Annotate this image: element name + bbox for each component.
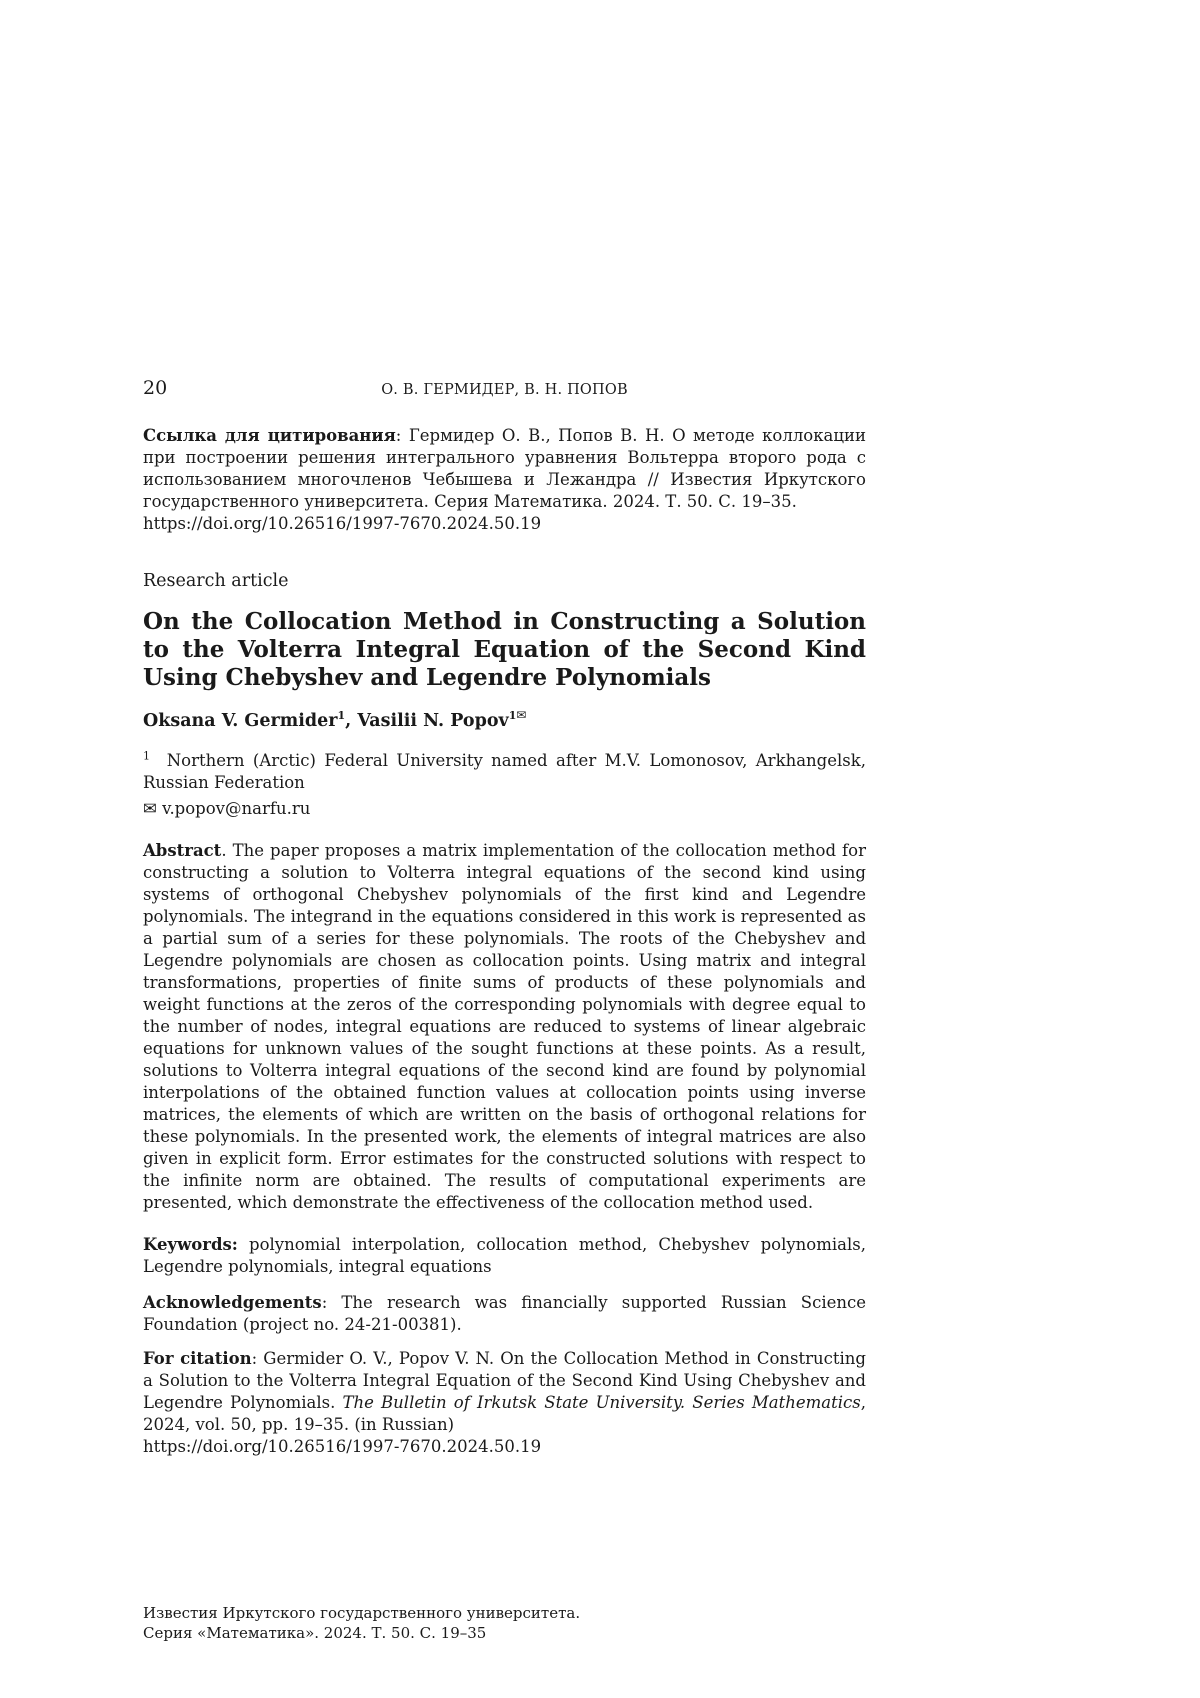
author-name: Oksana V. Germider (143, 711, 338, 731)
author-name: Vasilii N. Popov (357, 711, 509, 731)
abstract (143, 840, 866, 1214)
email-link[interactable]: v.popov@narfu.ru (162, 799, 311, 818)
affiliation-mark: 1 (143, 749, 150, 763)
affiliation (143, 750, 866, 794)
keywords-label: Keywords: (143, 1235, 238, 1254)
page-header (143, 377, 866, 403)
article-kind: Research article (143, 571, 289, 591)
russian-citation-doi[interactable]: https://doi.org/10.26516/1997-7670.2024.50.19 (143, 514, 542, 533)
author-affiliation-mark: 1 (337, 709, 346, 723)
footer-issue-line: Серия «Математика». 2024. Т. 50. С. 19–35 (143, 1624, 487, 1642)
page-footer (143, 1603, 580, 1643)
envelope-icon: ✉ (143, 799, 157, 818)
acknowledgements-text: : The research was financially supported Russian Science Foundation (project no. 24-21-00381). (143, 1293, 866, 1334)
keywords (143, 1234, 866, 1278)
running-head: О. В. ГЕРМИДЕР, В. Н. ПОПОВ (381, 382, 628, 398)
citation-details: , 2024, vol. 50, pp. 19–35. (in Russian) (143, 1393, 867, 1434)
footer-journal-line: Известия Иркутского государственного университета. (143, 1604, 581, 1622)
affiliation-text: Northern (Arctic) Federal University named after M.V. Lomonosov, Arkhangelsk, Russian Federation (143, 751, 866, 792)
author-list (143, 710, 866, 732)
citation-label: For citation (143, 1349, 252, 1368)
acknowledgements (143, 1292, 866, 1336)
citation-doi[interactable]: https://doi.org/10.26516/1997-7670.2024.50.19 (143, 1437, 542, 1456)
russian-citation-text: : Гермидер О. В., Попов В. Н. О методе коллокации при построении решения интегрального уравнения Вольтерра второго рода с использованием многочленов Чебышева и Лежандра // Известия Иркутского государственного университета. Серия Математика. 2024. Т. 50. С. 19–35. (143, 426, 866, 511)
russian-citation (143, 425, 866, 535)
english-citation (143, 1348, 866, 1458)
article-title: On the Collocation Method in Constructing a Solution to the Volterra Integral Equation of the Second Kind Using Chebyshev and Legendre Polynomials (143, 608, 866, 691)
citation-text: : Germider O. V., Popov V. N. On the Collocation Method in Constructing a Solution to the Volterra Integral Equation of the Second Kind Using Chebyshev and Legendre Polynomials. (143, 1349, 866, 1412)
author-separator: , (345, 711, 358, 731)
page-number: 20 (143, 377, 168, 399)
envelope-icon: ✉ (516, 708, 527, 723)
contact-email (143, 798, 866, 820)
abstract-label: Abstract (143, 841, 222, 860)
author-affiliation-mark: 1 (508, 709, 517, 723)
russian-citation-label: Ссылка для цитирования (143, 426, 396, 445)
keywords-text: polynomial interpolation, collocation method, Chebyshev polynomials, Legendre polynomials, integral equations (143, 1235, 866, 1276)
acknowledgements-label: Acknowledgements (143, 1293, 322, 1312)
abstract-text: . The paper proposes a matrix implementation of the collocation method for constructing a solution to Volterra integral equations of the second kind using systems of orthogonal Chebyshev polynomials of the first kind and Legendre polynomials. The integrand in the equations considered in this work is represented as a partial sum of a series for these polynomials. The roots of the Chebyshev and Legendre polynomials are chosen as collocation points. Using matrix and integral transformations, properties of finite sums of products of these polynomials and weight functions at the zeros of the corresponding polynomials with degree equal to the number of nodes, integral equations are reduced to systems of linear algebraic equations for unknown values of the sought functions at these points. As a result, solutions to Volterra integral equations of the second kind are found by polynomial interpolations of the obtained function values at collocation points using inverse matrices, the elements of which are written on the basis of orthogonal relations for these polynomials. In the presented work, the elements of integral matrices are also given in explicit form. Error estimates for the constructed solutions with respect to the infinite norm are obtained. The results of computational experiments are presented, which demonstrate the effectiveness of the collocation method used. (143, 841, 866, 1212)
citation-journal: The Bulletin of Irkutsk State University. Series Mathematics (342, 1393, 861, 1412)
